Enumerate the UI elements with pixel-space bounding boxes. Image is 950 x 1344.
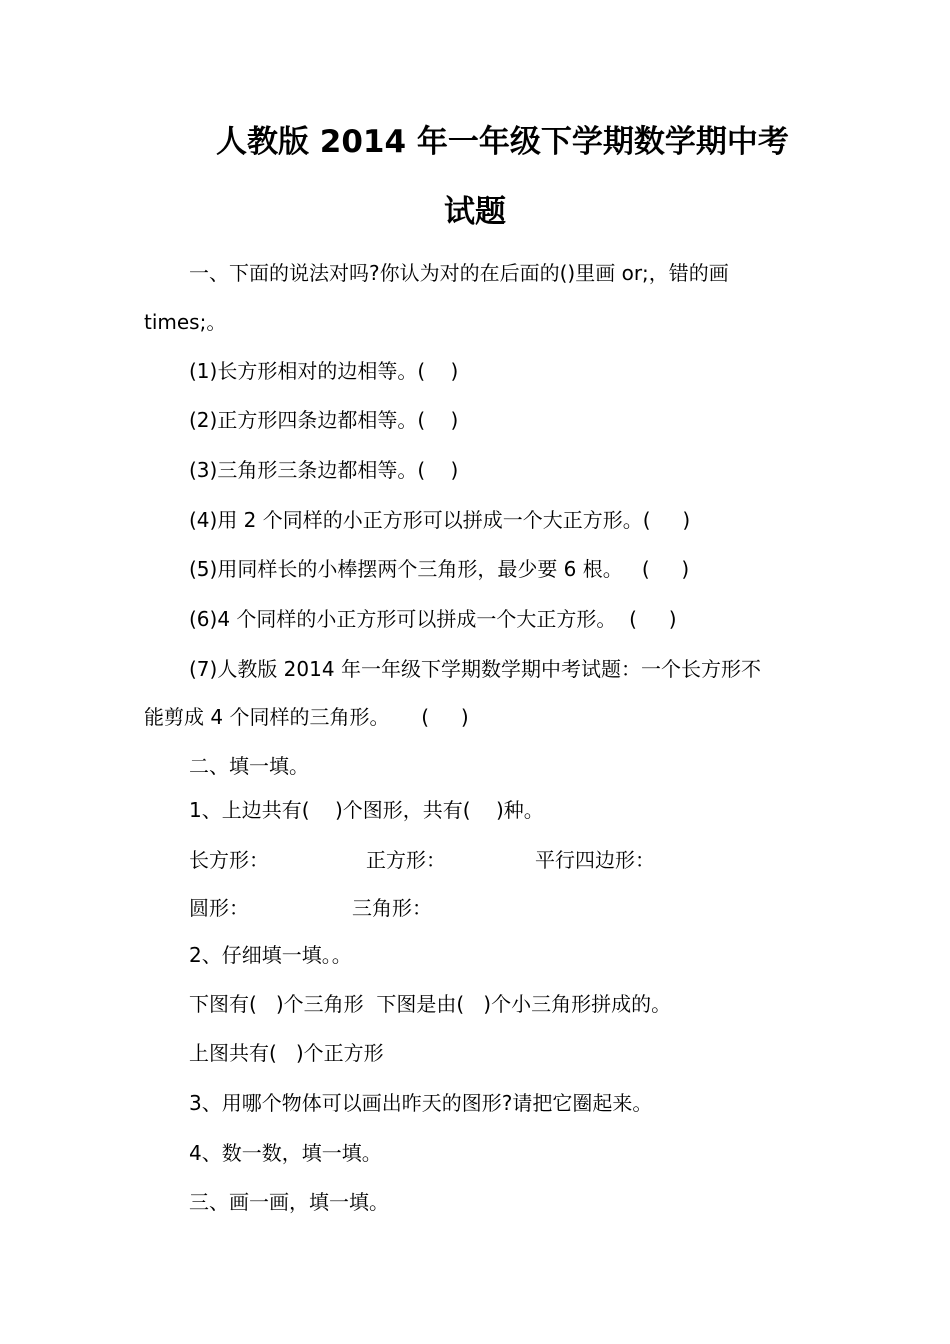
document-title-line2: 试题 [444, 194, 506, 230]
section1-heading-continued: times;。 [144, 310, 227, 334]
section1-item-5: (5)用同样长的小棒摆两个三角形，最少要 6 根。 ( ) [189, 557, 690, 581]
section2-question-1: 1、上边共有( )个图形，共有( )种。 [189, 798, 544, 822]
section2-question-2: 2、仔细填一填。。 [189, 943, 352, 967]
section2-question-4: 4、数一数，填一填。 [189, 1141, 382, 1165]
section1-item-4: (4)用 2 个同样的小正方形可以拼成一个大正方形。( ) [189, 508, 691, 532]
section2-question-2-line1: 下图有( )个三角形 下图是由( )个小三角形拼成的。 [189, 992, 672, 1016]
shape-label-parallelogram: 平行四边形： [535, 848, 655, 872]
section3-heading: 三、画一画，填一填。 [189, 1190, 389, 1214]
shape-label-triangle: 三角形： [352, 896, 432, 920]
section2-question-2-line2: 上图共有( )个正方形 [189, 1041, 384, 1065]
shape-label-square: 正方形： [366, 848, 446, 872]
section2-question-3: 3、用哪个物体可以画出昨天的图形?请把它圈起来。 [189, 1091, 653, 1115]
shape-label-circle: 圆形： [189, 896, 249, 920]
section1-item-6: (6)4 个同样的小正方形可以拼成一个大正方形。 ( ) [189, 607, 677, 631]
section1-item-7: (7)人教版 2014 年一年级下学期数学期中考试题：一个长方形不 [189, 657, 761, 681]
section1-item-2: (2)正方形四条边都相等。( ) [189, 408, 459, 432]
section2-heading: 二、填一填。 [189, 754, 309, 778]
section1-item-3: (3)三角形三条边都相等。( ) [189, 458, 459, 482]
section1-heading: 一、下面的说法对吗?你认为对的在后面的()里画 or;，错的画 [189, 261, 729, 285]
section1-item-7-continued: 能剪成 4 个同样的三角形。 ( ) [144, 705, 469, 729]
section1-item-1: (1)长方形相对的边相等。( ) [189, 359, 459, 383]
document-title-line1: 人教版 2014 年一年级下学期数学期中考 [216, 124, 789, 160]
shape-label-rectangle: 长方形： [189, 848, 269, 872]
